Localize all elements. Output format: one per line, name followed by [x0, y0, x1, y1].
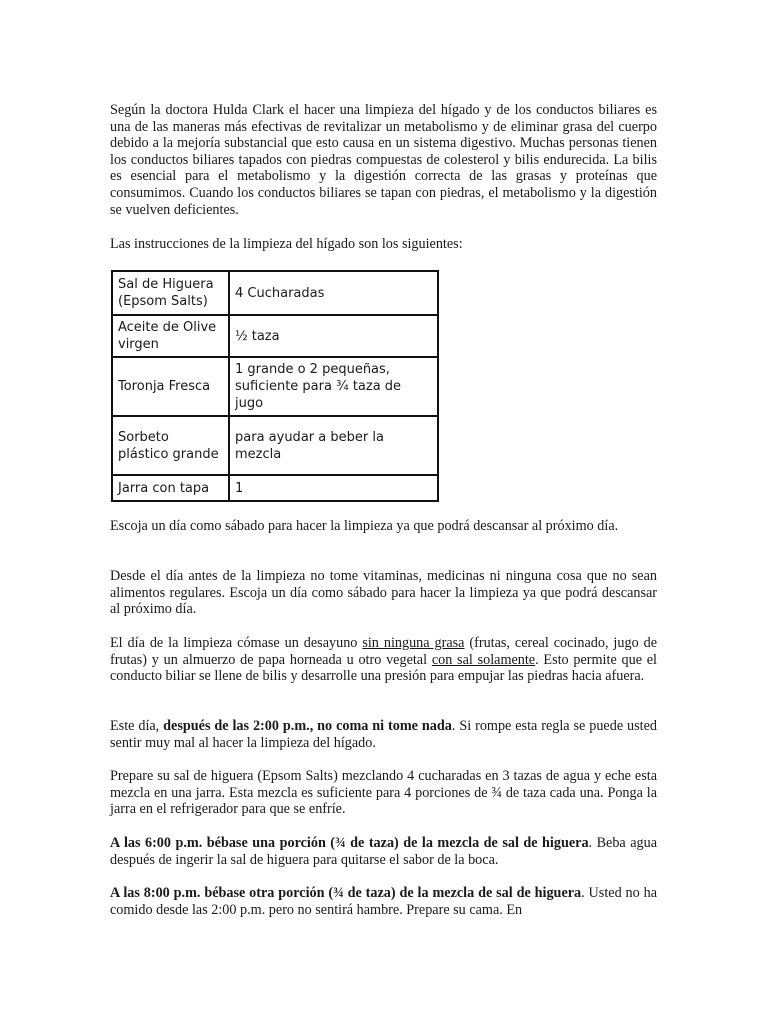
underlined-text: con sal solamente [431, 651, 536, 668]
paragraph-prepare-salts: Prepare su sal de higuera (Epsom Salts) mezclando 4 cucharadas en 3 tazas de agua y eche esta mezcla en una jarra. Esta mezcla es suficiente para 4 porciones de ¾ de taza cada una. Ponga la jarra en el refrigerador para que se enfríe. [110, 768, 657, 818]
paragraph-6pm [110, 835, 657, 868]
text-span: El día de la limpieza cómase un desayuno [110, 635, 363, 651]
text-span: (frutas, cereal cocinado, jugo de frutas) y un almuerzo de papa horneada u otro vegetal [110, 635, 658, 668]
table-row [112, 475, 438, 501]
bold-text: A las 6:00 p.m. bébase una porción (¾ de taza) de la mezcla de sal de higuera [110, 835, 589, 851]
paragraph-saturday: Escoja un día como sábado para hacer la limpieza ya que podrá descansar al próximo día. [110, 518, 619, 534]
bold-text: A las 8:00 p.m. bébase otra porción (¾ de taza) de la mezcla de sal de higuera [110, 885, 582, 901]
instructions-heading-paragraph: Las instrucciones de la limpieza del hígado son los siguientes: [110, 236, 463, 252]
table-row [112, 315, 438, 357]
paragraph-8pm [110, 885, 657, 918]
table-cell-item: Sorbeto plástico grande [112, 416, 229, 475]
text-span: . Si rompe esta regla se puede usted sentir muy mal al hacer la limpieza del hígado. [110, 718, 657, 751]
table-row [112, 271, 438, 315]
intro-paragraph: Según la doctora Hulda Clark el hacer una limpieza del hígado y de los conductos biliares es una de las maneras más efectivas de revitalizar un metabolismo y de eliminar grasa del cuerpo debido a la mejoría substancial que esto causa en un sistema digestivo. Muchas personas tienen los conductos biliares tapados con piedras compuestas de colesterol y bilis endurecida. La bilis es esencial para el metabolismo y la digestión correcta de las grasas y proteínas que consumimos. Cuando los conductos biliares se tapan con piedras, el metabolismo y la digestión se vuelven deficientes. [110, 102, 657, 218]
text-span: . Usted no ha comido desde las 2:00 p.m. pero no sentirá hambre. Prepare su cama. En [110, 885, 657, 918]
table-cell-item: Jarra con tapa [112, 475, 229, 501]
underlined-text: sin ninguna grasa [362, 635, 465, 651]
table-cell-amount: ½ taza [229, 315, 438, 357]
table-cell-item: Sal de Higuera (Epsom Salts) [112, 271, 229, 315]
table-cell-amount: 1 [229, 475, 438, 501]
text-span: Este día, [110, 718, 164, 734]
table-row [112, 357, 438, 416]
text-span: . Beba agua después de ingerir la sal de higuera para quitarse el sabor de la boca. [110, 835, 657, 868]
table-row [112, 416, 438, 475]
paragraph-fasting [110, 718, 657, 751]
table-cell-item: Toronja Fresca [112, 357, 229, 416]
table-cell-item: Aceite de Olive virgen [112, 315, 229, 357]
paragraph-day-before: Desde el día antes de la limpieza no tome vitaminas, medicinas ni ninguna cosa que no sean alimentos regulares. Escoja un día como sábado para hacer la limpieza ya que podrá descansar al próximo día. [110, 568, 657, 618]
table-cell-amount: para ayudar a beber la mezcla [229, 416, 438, 475]
text-span: . Esto permite que el conducto biliar se llene de bilis y desarrolle una presión para empujar las piedras hacia afuera. [110, 651, 657, 685]
bold-text: después de las 2:00 p.m., no coma ni tome nada [163, 718, 452, 734]
materials-table [111, 270, 439, 502]
paragraph-cleanse-day [110, 635, 657, 685]
table-cell-amount: 4 Cucharadas [229, 271, 438, 315]
table-cell-amount: 1 grande o 2 pequeñas, suficiente para ¾ taza de jugo [229, 357, 438, 416]
